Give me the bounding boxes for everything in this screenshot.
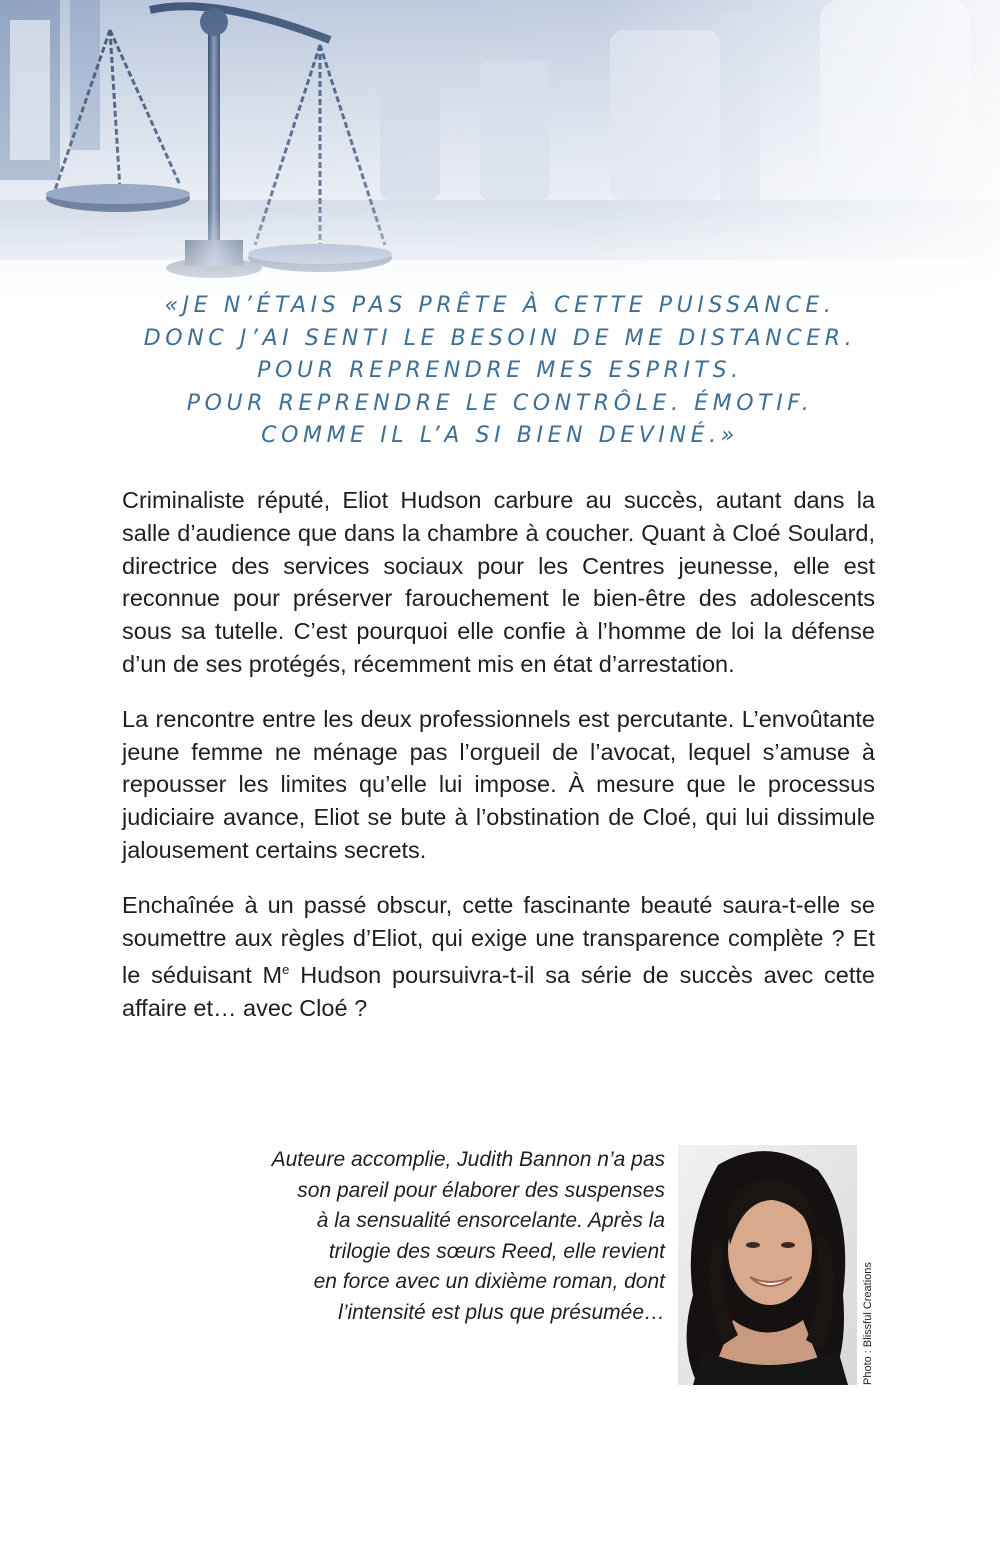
synopsis-paragraph-2: La rencontre entre les deux professionnels est percutante. L’envoûtante jeune femme ne ménage pas l’orgueil de l’avocat, lequel s’amuse à repousser les limites qu’elle lui impose. À mesure que le processus judiciaire avance, Eliot se bute à l’obstination de Cloé, qui lui dissimule jalousement certains secrets. (122, 705, 875, 863)
author-bio-line: Auteure accomplie, Judith Bannon n’a pas (271, 1148, 665, 1171)
pull-quote-line: «JE N’ÉTAIS PAS PRÊTE À CETTE PUISSANCE. (164, 293, 836, 318)
scales-of-justice-illustration (0, 0, 1000, 320)
photo-credit: Photo : Blissful Creations (862, 1262, 874, 1385)
synopsis-paragraph-3-start: Enchaînée à un passé obscur, cette fascinante beauté saura-t-elle se soumettre aux règles d’Eliot, qui exige une transparence complète ? Et le séduisant M (122, 891, 875, 989)
synopsis (122, 484, 875, 1047)
maitre-superscript: e (282, 962, 290, 978)
author-bio-line: son pareil pour élaborer des suspenses (297, 1178, 665, 1202)
author-bio-line: l’intensité est plus que présumée… (338, 1300, 665, 1324)
author-photo (678, 1145, 857, 1385)
author-bio-line: à la sensualité ensorcelante. Après la (316, 1209, 665, 1232)
pull-quote (40, 290, 960, 453)
synopsis-paragraph-3 (122, 889, 875, 1025)
author-bio-line: trilogie des sœurs Reed, elle revient (328, 1239, 665, 1263)
pull-quote-line: COMME IL L’A SI BIEN DEVINÉ.» (261, 423, 739, 448)
synopsis-paragraph-3-end: Hudson poursuivra-t-il sa série de succès avec cette affaire et… avec Cloé ? (122, 962, 875, 1022)
author-bio (205, 1145, 665, 1328)
synopsis-paragraph-1: Criminaliste réputé, Eliot Hudson carbure au succès, autant dans la salle d’audience que dans la chambre à coucher. Quant à Cloé Soulard, directrice des services sociaux pour les Centres jeunesse, elle est reconnue pour préserver farouchement le bien-être des adolescents sous sa tutelle. C’est pourquoi elle confie à l’homme de loi la défense d’un de ses protégés, récemment mis en état d’arrestation. (122, 487, 875, 677)
pull-quote-line: DONC J’AI SENTI LE BESOIN DE ME DISTANCER. (143, 325, 857, 351)
author-bio-line: en force avec un dixième roman, dont (313, 1270, 665, 1293)
pull-quote-line: POUR REPRENDRE MES ESPRITS. (257, 358, 743, 383)
pull-quote-line: POUR REPRENDRE LE CONTRÔLE. ÉMOTIF. (186, 390, 814, 416)
author-portrait-illustration (678, 1145, 857, 1385)
cover-hero-image (0, 0, 1000, 320)
